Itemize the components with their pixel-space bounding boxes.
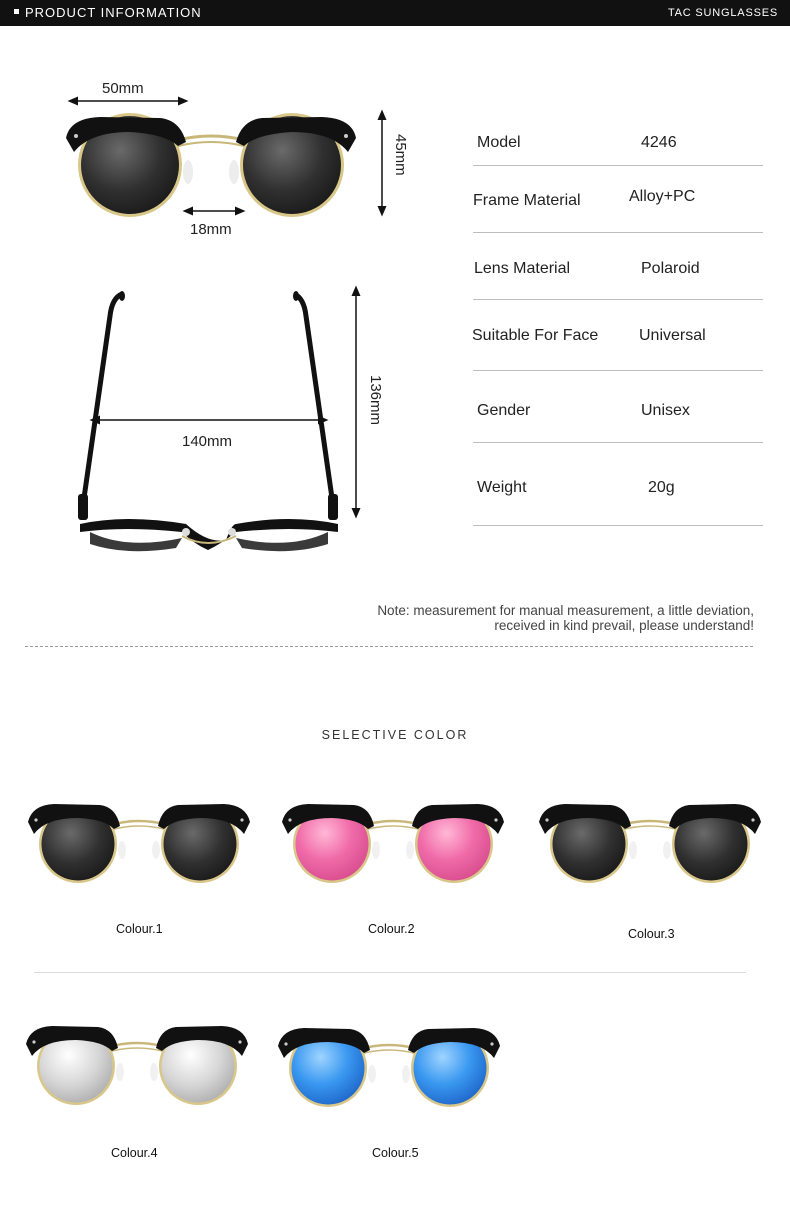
header-brand: TAC SUNGLASSES <box>667 7 778 19</box>
dimension-temple-arrow <box>351 286 361 518</box>
colour-1-image[interactable] <box>24 800 254 888</box>
spec-row-gender <box>473 371 763 443</box>
colour-5-image[interactable] <box>274 1024 504 1112</box>
spec-row-lens-material <box>473 233 763 300</box>
spec-value: Alloy+PC <box>629 188 696 205</box>
colour-4-image[interactable] <box>22 1022 252 1110</box>
spec-row-weight <box>473 443 763 526</box>
colour-2-image[interactable] <box>278 800 508 888</box>
dim-lens-width: 50mm <box>102 80 144 97</box>
dimension-bridge-arrow <box>183 206 247 216</box>
spec-value: 4246 <box>641 134 677 151</box>
spec-key: Weight <box>477 479 527 496</box>
spec-row-model <box>473 120 763 166</box>
header-left-text: PRODUCT INFORMATION <box>25 5 202 20</box>
colour-1-label: Colour.1 <box>116 922 163 936</box>
square-icon <box>14 9 19 14</box>
spec-value: Universal <box>639 327 706 344</box>
spec-key: Frame Material <box>473 192 581 209</box>
spec-value: Unisex <box>641 402 690 419</box>
dim-temple-length: 136mm <box>367 375 384 426</box>
spec-value: Polaroid <box>641 260 700 277</box>
spec-key: Suitable For Face <box>472 327 599 344</box>
header-title <box>14 5 202 20</box>
colour-5-label: Colour.5 <box>372 1146 419 1160</box>
colour-3-label: Colour.3 <box>628 927 675 941</box>
note-line-1: Note: measurement for manual measurement, a little deviation, <box>377 603 754 618</box>
dim-frame-width: 140mm <box>182 433 233 450</box>
note-line-2: received in kind prevail, please understand! <box>494 618 754 633</box>
dimension-height-arrow <box>377 110 387 216</box>
spec-key: Gender <box>477 402 531 419</box>
spec-row-suitable-face <box>473 300 763 371</box>
dimension-frame-width-arrow <box>90 415 330 425</box>
row-divider <box>34 972 746 973</box>
header-bar <box>0 0 790 26</box>
spec-row-frame-material <box>473 166 763 233</box>
spec-key: Lens Material <box>474 260 571 277</box>
dim-lens-height: 45mm <box>392 134 409 176</box>
colour-3-image[interactable] <box>535 800 765 888</box>
dashed-divider <box>25 646 753 647</box>
dim-bridge: 18mm <box>190 221 232 238</box>
colour-4-label: Colour.4 <box>111 1146 158 1160</box>
measurement-note <box>314 603 754 633</box>
spec-key: Model <box>477 134 521 151</box>
section-title: SELECTIVE COLOR <box>321 728 469 742</box>
colour-2-label: Colour.2 <box>368 922 415 936</box>
dimension-lens-width-arrow <box>68 96 190 106</box>
spec-value: 20g <box>648 479 675 496</box>
